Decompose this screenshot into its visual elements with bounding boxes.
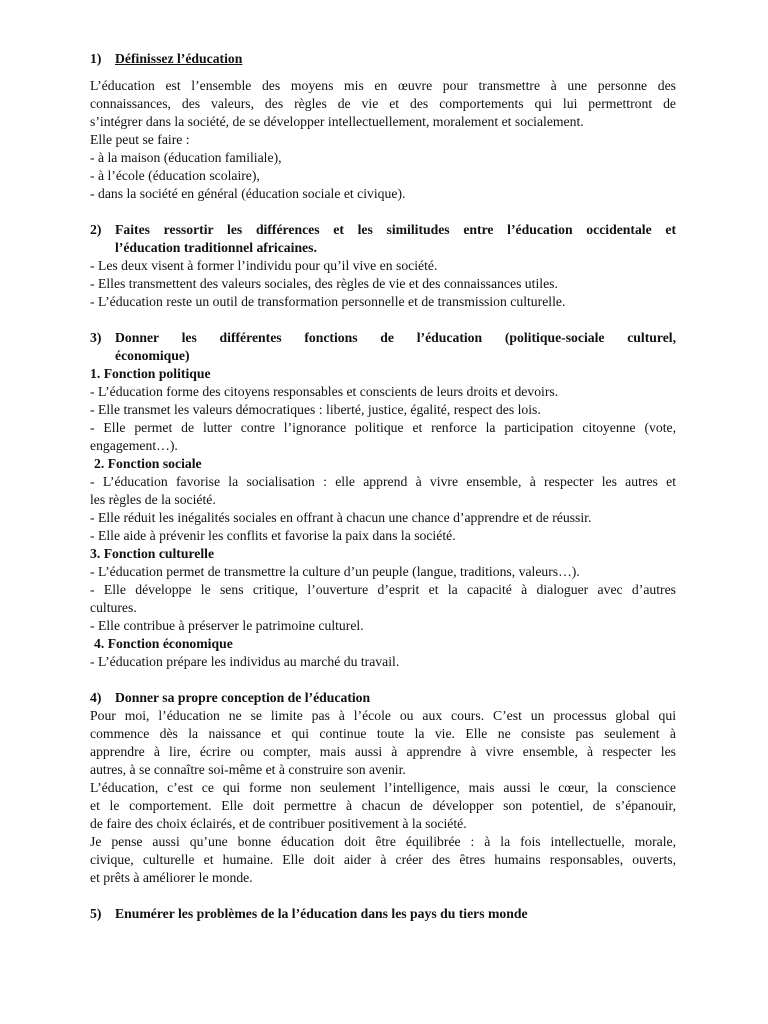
list-item: - Les deux visent à former l’individu pour qu’il vive en société.: [90, 258, 438, 273]
function-politique-title: 1. Fonction politique: [90, 366, 211, 381]
function-sociale-title: 2. Fonction sociale: [94, 456, 202, 471]
list-item: engagement…).: [90, 438, 178, 453]
question-number: 3): [90, 330, 102, 345]
question-number: 2): [90, 222, 102, 237]
question-number: 4): [90, 690, 102, 705]
paragraph-line: Elle peut se faire :: [90, 132, 190, 147]
paragraph-line: L’éducation, c’est ce qui forme non seulement l’intelligence, mais aussi le cœur, la conscience: [90, 780, 676, 795]
paragraph-line: et prêts à améliorer le monde.: [90, 870, 253, 885]
list-item: - L’éducation reste un outil de transformation personnelle et de transmission culturelle.: [90, 294, 566, 309]
document-page: [90, 50, 676, 923]
question-2-answer: [90, 257, 676, 311]
list-item: - à la maison (éducation familiale),: [90, 150, 282, 165]
paragraph-line: Je pense aussi qu’une bonne éducation doit être équilibrée : à la fois intellectuelle, morale,: [90, 834, 676, 849]
list-item: - L’éducation favorise la socialisation : elle apprend à vivre ensemble, à respecter les autres et: [90, 474, 676, 489]
question-number: 5): [90, 906, 102, 921]
list-item: - dans la société en général (éducation sociale et civique).: [90, 186, 406, 201]
function-culturelle-title: 3. Fonction culturelle: [90, 546, 215, 561]
question-title: Enumérer les problèmes de la l’éducation dans les pays du tiers monde: [115, 906, 528, 921]
list-item: cultures.: [90, 600, 137, 615]
list-item: - L’éducation forme des citoyens responsables et conscients de leurs droits et devoirs.: [90, 384, 559, 399]
question-title-line: Donner les différentes fonctions de l’éducation (politique-sociale culturel,: [115, 330, 676, 345]
list-item: - L’éducation permet de transmettre la culture d’un peuple (langue, traditions, valeurs…).: [90, 564, 580, 579]
question-2-heading: [90, 221, 676, 257]
question-title: Définissez l’éducation: [115, 51, 243, 66]
list-item: - Elle permet de lutter contre l’ignorance politique et renforce la participation citoyenne (vote,: [90, 420, 676, 435]
paragraph-line: et le comportement. Elle doit permettre à chacun de développer son potentiel, de s’épanouir,: [90, 798, 676, 813]
question-1-answer: [90, 77, 676, 203]
list-item: - Elle réduit les inégalités sociales en offrant à chacun une chance d’apprendre et de réussir.: [90, 510, 592, 525]
list-item: - Elle transmet les valeurs démocratiques : liberté, justice, égalité, respect des lois.: [90, 402, 541, 417]
paragraph-line: apprendre à lire, écrire ou compter, mais aussi à apprendre à vivre ensemble, à respecter les: [90, 744, 676, 759]
paragraph-line: civique, culturelle et humaine. Elle doit aider à créer des êtres humains responsables, ouverts,: [90, 852, 676, 867]
paragraph-line: autres, à se connaître soi-même et à construire son avenir.: [90, 762, 406, 777]
question-1-heading: [90, 50, 676, 68]
question-3-answer: [90, 365, 676, 671]
paragraph-line: Pour moi, l’éducation ne se limite pas à l’école ou aux cours. C’est un processus global qui: [90, 708, 676, 723]
question-3-heading: [90, 329, 676, 365]
question-title-line: Faites ressortir les différences et les similitudes entre l’éducation occidentale et: [115, 222, 676, 237]
question-title: Donner sa propre conception de l’éducation: [115, 690, 371, 705]
question-5-heading: [90, 905, 676, 923]
paragraph-line: de faire des choix éclairés, et de contribuer positivement à la société.: [90, 816, 467, 831]
question-title-line: l’éducation traditionnel africaines.: [115, 240, 317, 255]
list-item: - Elle développe le sens critique, l’ouverture d’esprit et la capacité à dialoguer avec d’autres: [90, 582, 676, 597]
list-item: - L’éducation prépare les individus au marché du travail.: [90, 654, 400, 669]
list-item: - Elle aide à prévenir les conflits et favorise la paix dans la société.: [90, 528, 456, 543]
paragraph-line: connaissances, des valeurs, des règles de vie et des comportements qui lui permettront de: [90, 96, 676, 111]
list-item: les règles de la société.: [90, 492, 216, 507]
list-item: - Elle contribue à préserver le patrimoine culturel.: [90, 618, 364, 633]
question-4-heading: [90, 689, 676, 707]
question-title-line: économique): [115, 348, 190, 363]
question-number: 1): [90, 51, 102, 66]
paragraph-line: commence dès la naissance et qui continue toute la vie. Elle ne consiste pas seulement à: [90, 726, 676, 741]
paragraph-line: L’éducation est l’ensemble des moyens mis en œuvre pour transmettre à une personne des: [90, 78, 676, 93]
paragraph-line: s’intégrer dans la société, de se développer intellectuellement, moralement et socialement.: [90, 114, 584, 129]
function-economique-title: 4. Fonction économique: [94, 636, 233, 651]
list-item: - Elles transmettent des valeurs sociales, des règles de vie et des connaissances utiles.: [90, 276, 558, 291]
question-4-answer: [90, 707, 676, 887]
list-item: - à l’école (éducation scolaire),: [90, 168, 260, 183]
